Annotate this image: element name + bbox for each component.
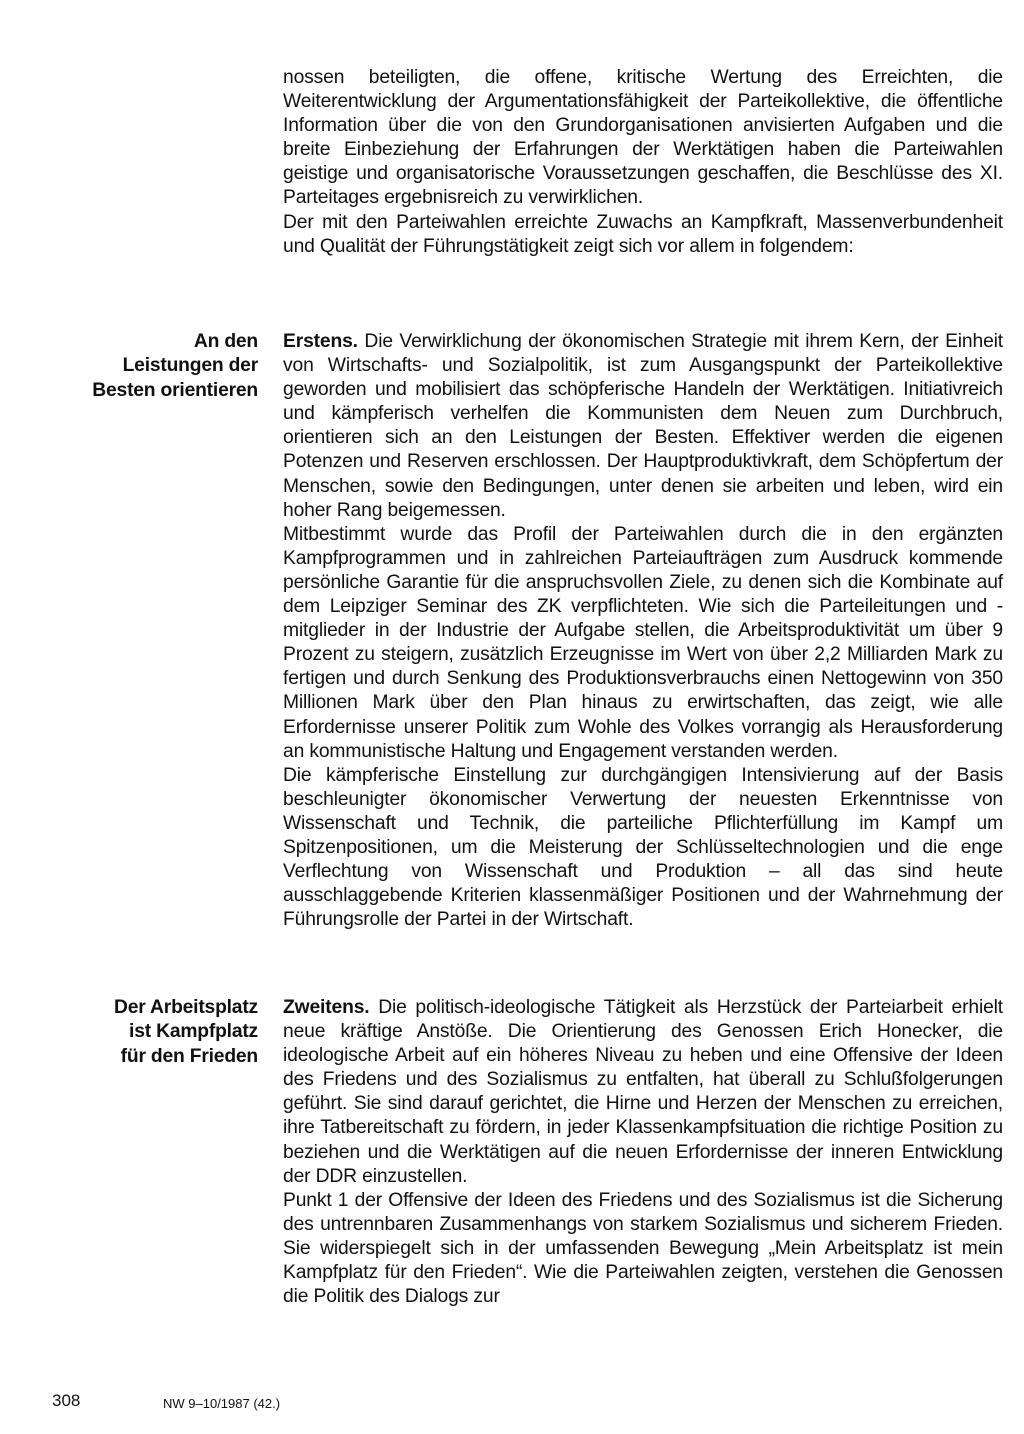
intro-paragraph-2: Der mit den Parteiwahlen erreichte Zuwachs an Kampfkraft, Massenverbundenheit und Qualität der Führungstätigkeit zeigt sich vor allem in folgendem: <box>283 211 1003 257</box>
side-heading-line: Leistungen der <box>122 355 258 377</box>
second-section <box>283 996 1003 1309</box>
side-heading-line: für den Frieden <box>120 1045 258 1067</box>
intro-section <box>283 66 1003 259</box>
side-heading-line: An den <box>193 331 258 352</box>
side-heading-line: ist Kampfplatz <box>129 1021 258 1043</box>
lead-word-first: Erstens. <box>283 331 358 352</box>
second-paragraph-1-text: Die politisch-ideologische Tätigkeit als Herzstück der Parteiarbeit erhielt neue kräftige Anstöße. Die Orientierung des Genossen Erich Honecker, die ideologische Arbeit auf ein höheres Niveau zu heben und eine Offensive der Ideen des Friedens und des Sozialismus zu entfalten, hat überall zu Schlußfolgerungen geführt. Sie sind darauf gerichtet, die Hirne und Herzen der Menschen zu erreichen, ihre Tatbereitschaft zu fördern, in jeder Klassenkampfsituation die richtige Position zu beziehen und die Werktätigen auf die neuen Erfordernisse der inneren Entwicklung der DDR einzustellen. <box>283 997 1003 1187</box>
first-section <box>283 330 1003 932</box>
first-paragraph-1 <box>283 330 1003 523</box>
first-paragraph-2: Mitbestimmt wurde das Profil der Parteiwahlen durch die in den ergänzten Kampfprogrammen und in zahlreichen Parteiaufträgen zum Ausdruck kommende persönliche Garantie für die anspruchsvollen Ziele, zu denen sich die Kombinate auf dem Leipziger Seminar des ZK verpflichteten. Wie sich die Parteileitungen und -mitglieder in der Industrie der Aufgabe stellen, die Arbeitsproduktivität um über 9 Prozent zu steigern, zusätzlich Erzeugnisse im Wert von über 2,2 Milliarden Mark zu fertigen und durch Senkung des Produktionsverbrauchs einen Nettogewinn von 350 Millionen Mark über den Plan hinaus zu erwirtschaften, das zeigt, wie alle Erfordernisse unserer Politik zum Wohle des Volkes vorrangig als Herausforderung an kommunistische Haltung und Engagement verstanden werden. <box>283 523 1003 762</box>
second-paragraph-2: Punkt 1 der Offensive der Ideen des Friedens und des Sozialismus ist die Sicherung des untrennbaren Zusammenhangs von starkem Sozialismus und sicherem Frieden. Sie widerspiegelt sich in der umfassenden Bewegung „Mein Arbeitsplatz ist mein Kampfplatz für den Frieden“. Wie die Parteiwahlen zeigten, verstehen die Genossen die Politik des Dialogs zur <box>283 1189 1003 1308</box>
page-number: 308 <box>52 1391 81 1410</box>
second-paragraph-1 <box>283 996 1003 1189</box>
side-heading-line: Der Arbeitsplatz <box>114 997 258 1018</box>
side-heading-second <box>28 996 258 1069</box>
lead-word-second: Zweitens. <box>283 997 370 1018</box>
side-heading-line: Besten orientieren <box>92 379 258 401</box>
first-paragraph-1-text: Die Verwirklichung der ökonomischen Strategie mit ihrem Kern, der Einheit von Wirtschafts- und Sozialpolitik, ist zum Ausgangspunkt der Parteikollektive geworden und mobilisiert das schöpferische Handeln der Werktätigen. Initiativreich und kämpferisch verhelfen die Kommunisten dem Neuen zum Durchbruch, orientieren sich an den Leistungen der Besten. Effektiver werden die eigenen Potenzen und Reserven erschlossen. Der Hauptproduktivkraft, dem Schöpfertum der Menschen, sowie den Bedingungen, unter denen sie arbeiten und leben, wird ein hoher Rang beigemessen. <box>283 331 1003 521</box>
intro-paragraph-1: nossen beteiligten, die offene, kritische Wertung des Erreichten, die Weiterentwicklung der Argumentationsfähigkeit der Parteikollektive, die öffentliche Information über die von den Grundorganisationen anvisierten Aufgaben und die breite Einbeziehung der Erfahrungen der Werktätigen haben die Parteiwahlen geistige und organisatorische Voraussetzungen geschaffen, die Beschlüsse des XI. Parteitages ergebnisreich zu verwirklichen. <box>283 67 1003 209</box>
first-paragraph-3: Die kämpferische Einstellung zur durchgängigen Intensivierung auf der Basis beschleunigter ökonomischer Verwertung der neuesten Erkenntnisse von Wissenschaft und Technik, die parteiliche Pflichterfüllung im Kampf um Spitzenpositionen, um die Meisterung der Schlüsseltechnologien und die enge Verflechtung von Wissenschaft und Produktion – all das sind heute ausschlaggebende Kriterien klassenmäßiger Positionen und der Wahrnehmung der Führungsrolle der Partei in der Wirtschaft. <box>283 764 1003 931</box>
side-heading-first <box>28 330 258 403</box>
source-reference: NW 9–10/1987 (42.) <box>163 1396 281 1411</box>
